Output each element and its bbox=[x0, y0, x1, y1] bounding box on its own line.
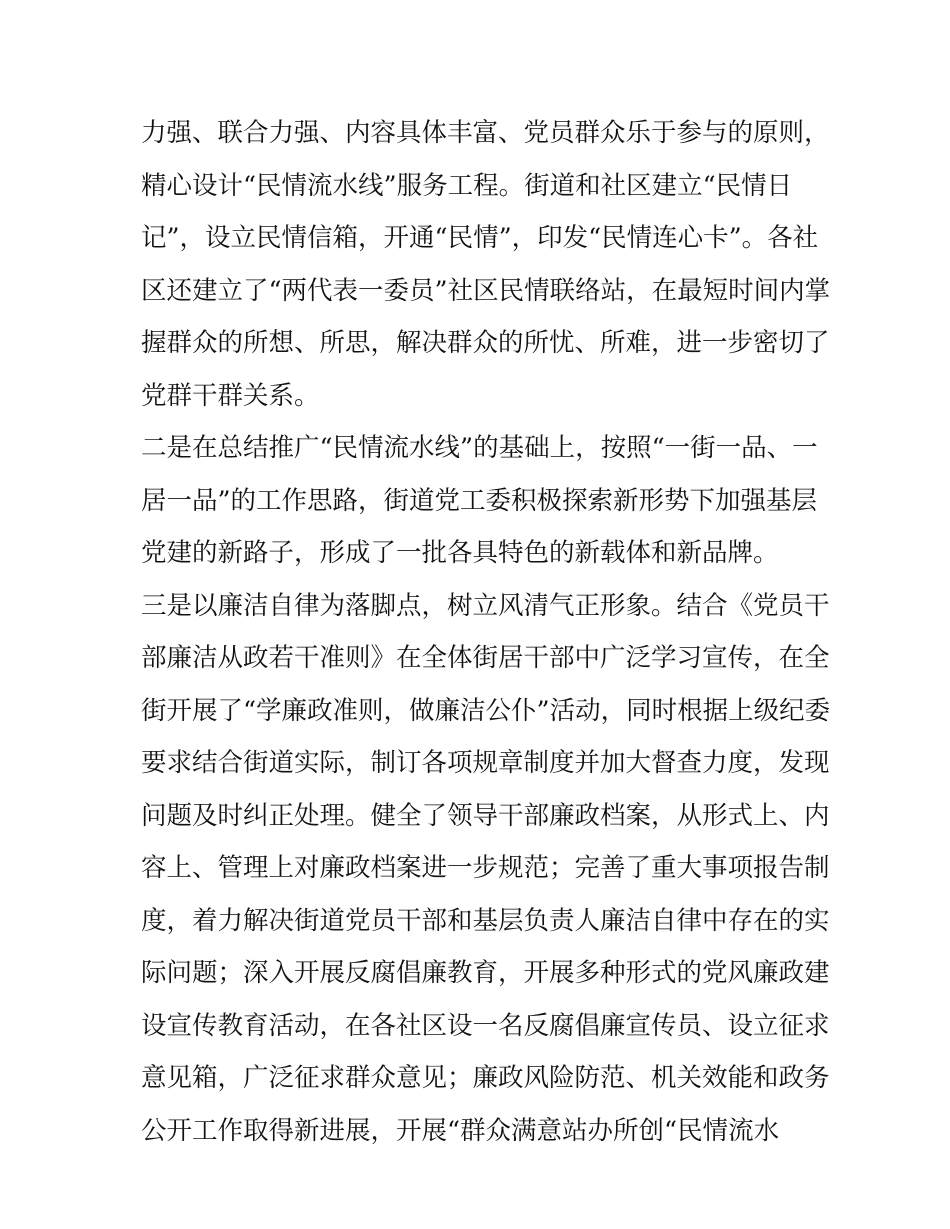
text-line-4: 区还建立了“两代表一委员”社区民情联络站，在最短时间内掌 bbox=[141, 275, 831, 306]
text-line-6: 党群干群关系。 bbox=[141, 380, 320, 411]
text-line-19: 意见箱，广泛征求群众意见；廉政风险防范、机关效能和政务 bbox=[141, 1063, 830, 1093]
text-line-12: 街开展了“学廉政准则，做廉洁公仆”活动，同时根据上级纪委 bbox=[141, 695, 831, 726]
text-line-15: 容上、管理上对廉政档案进一步规范；完善了重大事项报告制 bbox=[141, 853, 830, 883]
text-line-8: 居一品”的工作思路，街道党工委积极探索新形势下加强基层 bbox=[141, 485, 818, 516]
document-body-text bbox=[141, 107, 831, 1157]
text-line-10: 三是以廉洁自律为落脚点，树立风清气正形象。结合《党员干 bbox=[141, 590, 830, 621]
text-line-9: 党建的新路子，形成了一批各具特色的新载体和新品牌。 bbox=[141, 538, 779, 568]
text-line-17: 际问题；深入开展反腐倡廉教育，开展多种形式的党风廉政建 bbox=[141, 958, 830, 988]
text-line-20: 公开工作取得新进展，开展“群众满意站办所创“民情流水 bbox=[141, 1115, 780, 1146]
text-line-7: 二是在总结推广“民情流水线”的基础上，按照“一街一品、一 bbox=[141, 433, 818, 463]
text-line-5: 握群众的所想、所思，解决群众的所忧、所难，进一步密切了 bbox=[141, 328, 830, 358]
text-line-11: 部廉洁从政若干准则》在全体街居干部中广泛学习宣传，在全 bbox=[141, 643, 830, 673]
text-line-1: 力强、联合力强、内容具体丰富、党员群众乐于参与的原则， bbox=[141, 118, 830, 148]
text-line-14: 问题及时纠正处理。健全了领导干部廉政档案，从形式上、内 bbox=[141, 800, 830, 831]
text-line-16: 度，着力解决街道党员干部和基层负责人廉洁自律中存在的实 bbox=[141, 905, 830, 936]
text-line-3: 记”，设立民情信箱，开通“民情”，印发“民情连心卡”。各社 bbox=[141, 223, 819, 253]
text-line-13: 要求结合街道实际，制订各项规章制度并加大督查力度，发现 bbox=[141, 748, 830, 778]
text-line-2: 精心设计“民情流水线”服务工程。街道和社区建立“民情日 bbox=[141, 170, 793, 201]
text-line-18: 设宣传教育活动，在各社区设一名反腐倡廉宣传员、设立征求 bbox=[141, 1010, 830, 1041]
